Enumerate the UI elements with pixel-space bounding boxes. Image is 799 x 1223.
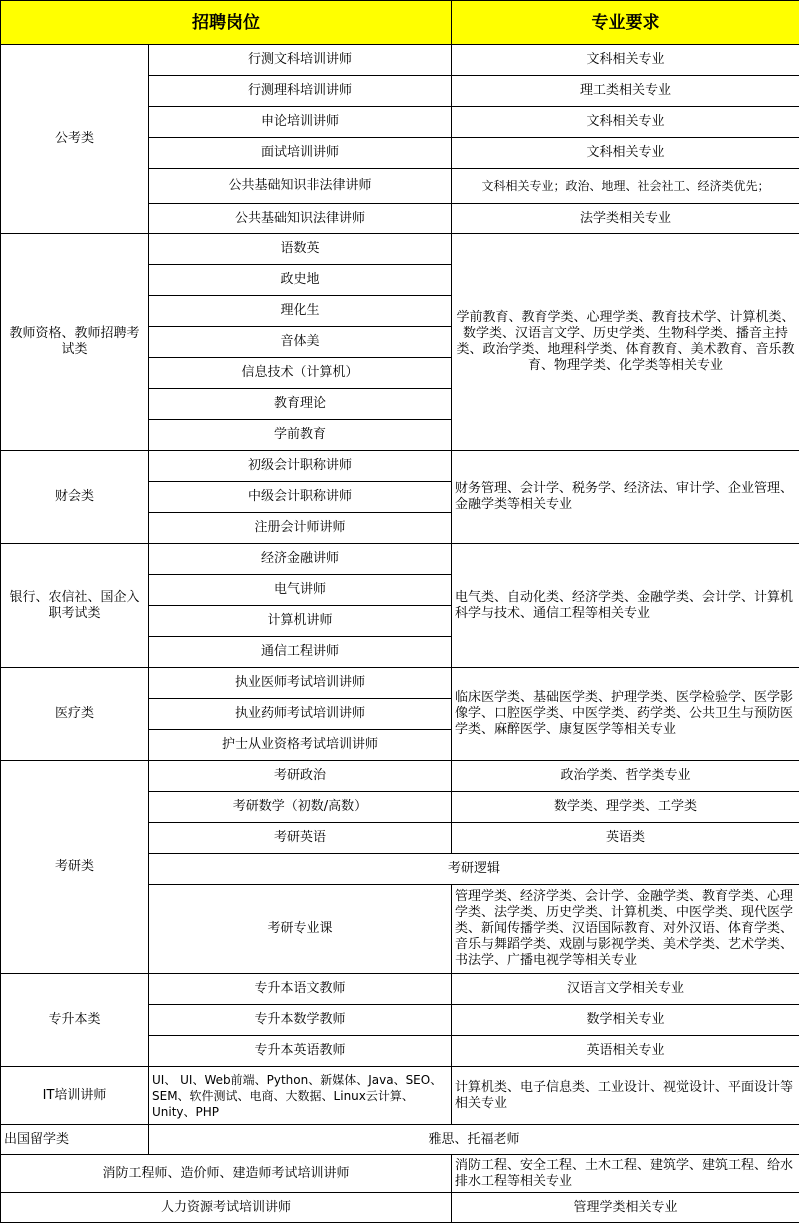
table-row: [1, 668, 799, 699]
requirement-cell: 消防工程、安全工程、土木工程、建筑学、建筑工程、给水排水工程等相关专业: [452, 1155, 799, 1193]
header-row: [1, 1, 799, 45]
category-cell: 教师资格、教师招聘考试类: [1, 234, 149, 451]
position-cell: 计算机讲师: [149, 606, 452, 637]
position-cell: 语数英: [149, 234, 452, 265]
requirement-cell: 电气类、自动化类、经济学类、金融学类、会计学、计算机科学与技术、通信工程等相关专业: [452, 544, 799, 668]
category-cell: 医疗类: [1, 668, 149, 761]
position-cell: 申论培训讲师: [149, 107, 452, 138]
category-cell: 公考类: [1, 45, 149, 234]
requirement-cell: 临床医学类、基础医学类、护理学类、医学检验学、医学影像学、口腔医学类、中医学类、药学类、公共卫生与预防医学类、麻醉医学、康复医学等相关专业: [452, 668, 799, 761]
position-cell: 行测文科培训讲师: [149, 45, 452, 76]
position-cell: 执业药师考试培训讲师: [149, 699, 452, 730]
position-cell: UI、 UI、Web前端、Python、新媒体、Java、SEO、SEM、软件测试、电商、大数据、Linux云计算、Unity、PHP: [149, 1067, 452, 1125]
position-cell: 考研政治: [149, 761, 452, 792]
position-cell: 行测理科培训讲师: [149, 76, 452, 107]
requirement-cell: 英语相关专业: [452, 1036, 799, 1067]
table-row: [1, 451, 799, 482]
table-row: [1, 761, 799, 792]
position-cell: 考研专业课: [149, 885, 452, 974]
requirement-cell: 财务管理、会计学、税务学、经济法、审计学、企业管理、金融学类等相关专业: [452, 451, 799, 544]
requirement-cell: 理工类相关专业: [452, 76, 799, 107]
merged-position-cell: 人力资源考试培训讲师: [1, 1193, 452, 1223]
requirement-cell: 管理学类相关专业: [452, 1193, 799, 1223]
category-cell: 专升本类: [1, 974, 149, 1067]
category-cell: 银行、农信社、国企入职考试类: [1, 544, 149, 668]
position-cell: 通信工程讲师: [149, 637, 452, 668]
category-cell: 财会类: [1, 451, 149, 544]
table-row: [1, 1067, 799, 1125]
table-row: [1, 1125, 799, 1155]
category-cell: 考研类: [1, 761, 149, 974]
position-cell: 音体美: [149, 327, 452, 358]
position-cell: 考研数学（初数/高数）: [149, 792, 452, 823]
merged-position-cell: 雅思、托福老师: [149, 1125, 799, 1155]
position-cell: 公共基础知识法律讲师: [149, 204, 452, 234]
requirement-cell: 数学相关专业: [452, 1005, 799, 1036]
requirement-cell: 英语类: [452, 823, 799, 854]
position-cell: 考研英语: [149, 823, 452, 854]
requirement-cell: 文科相关专业；政治、地理、社会社工、经济类优先；: [452, 169, 799, 204]
position-cell: 专升本数学教师: [149, 1005, 452, 1036]
table-row: [1, 974, 799, 1005]
position-cell: 初级会计职称讲师: [149, 451, 452, 482]
position-cell: 面试培训讲师: [149, 138, 452, 169]
table-row: [1, 1155, 799, 1193]
requirement-cell: 管理学类、经济学类、会计学、金融学类、教育学类、心理学类、法学类、历史学类、计算机类、中医学类、现代医学类、新闻传播学类、汉语国际教育、对外汉语、体育学类、音乐与舞蹈学类、戏剧与影视学类、美术学类、艺术学类、书法学、广播电视学等相关专业: [452, 885, 799, 974]
position-cell: 公共基础知识非法律讲师: [149, 169, 452, 204]
table-row: [1, 234, 799, 265]
table-row: [1, 544, 799, 575]
position-cell: 经济金融讲师: [149, 544, 452, 575]
merged-position-cell: 考研逻辑: [149, 854, 799, 885]
requirement-cell: 文科相关专业: [452, 45, 799, 76]
position-cell: 理化生: [149, 296, 452, 327]
position-cell: 注册会计师讲师: [149, 513, 452, 544]
position-cell: 中级会计职称讲师: [149, 482, 452, 513]
category-cell: 出国留学类: [1, 1125, 149, 1155]
requirement-cell: 文科相关专业: [452, 107, 799, 138]
requirement-cell: 计算机类、电子信息类、工业设计、视觉设计、平面设计等相关专业: [452, 1067, 799, 1125]
position-cell: 专升本语文教师: [149, 974, 452, 1005]
position-cell: 学前教育: [149, 420, 452, 451]
position-cell: 电气讲师: [149, 575, 452, 606]
requirement-cell: 数学类、理学类、工学类: [452, 792, 799, 823]
position-cell: 政史地: [149, 265, 452, 296]
category-cell: IT培训讲师: [1, 1067, 149, 1125]
position-cell: 护士从业资格考试培训讲师: [149, 730, 452, 761]
requirement-cell: 文科相关专业: [452, 138, 799, 169]
requirement-cell: 法学类相关专业: [452, 204, 799, 234]
merged-position-cell: 消防工程师、造价师、建造师考试培训讲师: [1, 1155, 452, 1193]
position-cell: 信息技术（计算机）: [149, 358, 452, 389]
header-requirement: 专业要求: [452, 1, 799, 45]
position-cell: 执业医师考试培训讲师: [149, 668, 452, 699]
position-cell: 专升本英语教师: [149, 1036, 452, 1067]
requirement-cell: 政治学类、哲学类专业: [452, 761, 799, 792]
header-position: 招聘岗位: [1, 1, 452, 45]
requirement-cell: 汉语言文学相关专业: [452, 974, 799, 1005]
requirement-cell: 学前教育、教育学类、心理学类、教育技术学、计算机类、数学类、汉语言文学、历史学类、生物科学类、播音主持类、政治学类、地理科学类、体育教育、美术教育、音乐教育、物理学类、化学类等相关专业: [452, 234, 799, 451]
table-row: [1, 45, 799, 76]
position-cell: 教育理论: [149, 389, 452, 420]
table-row: [1, 1193, 799, 1223]
